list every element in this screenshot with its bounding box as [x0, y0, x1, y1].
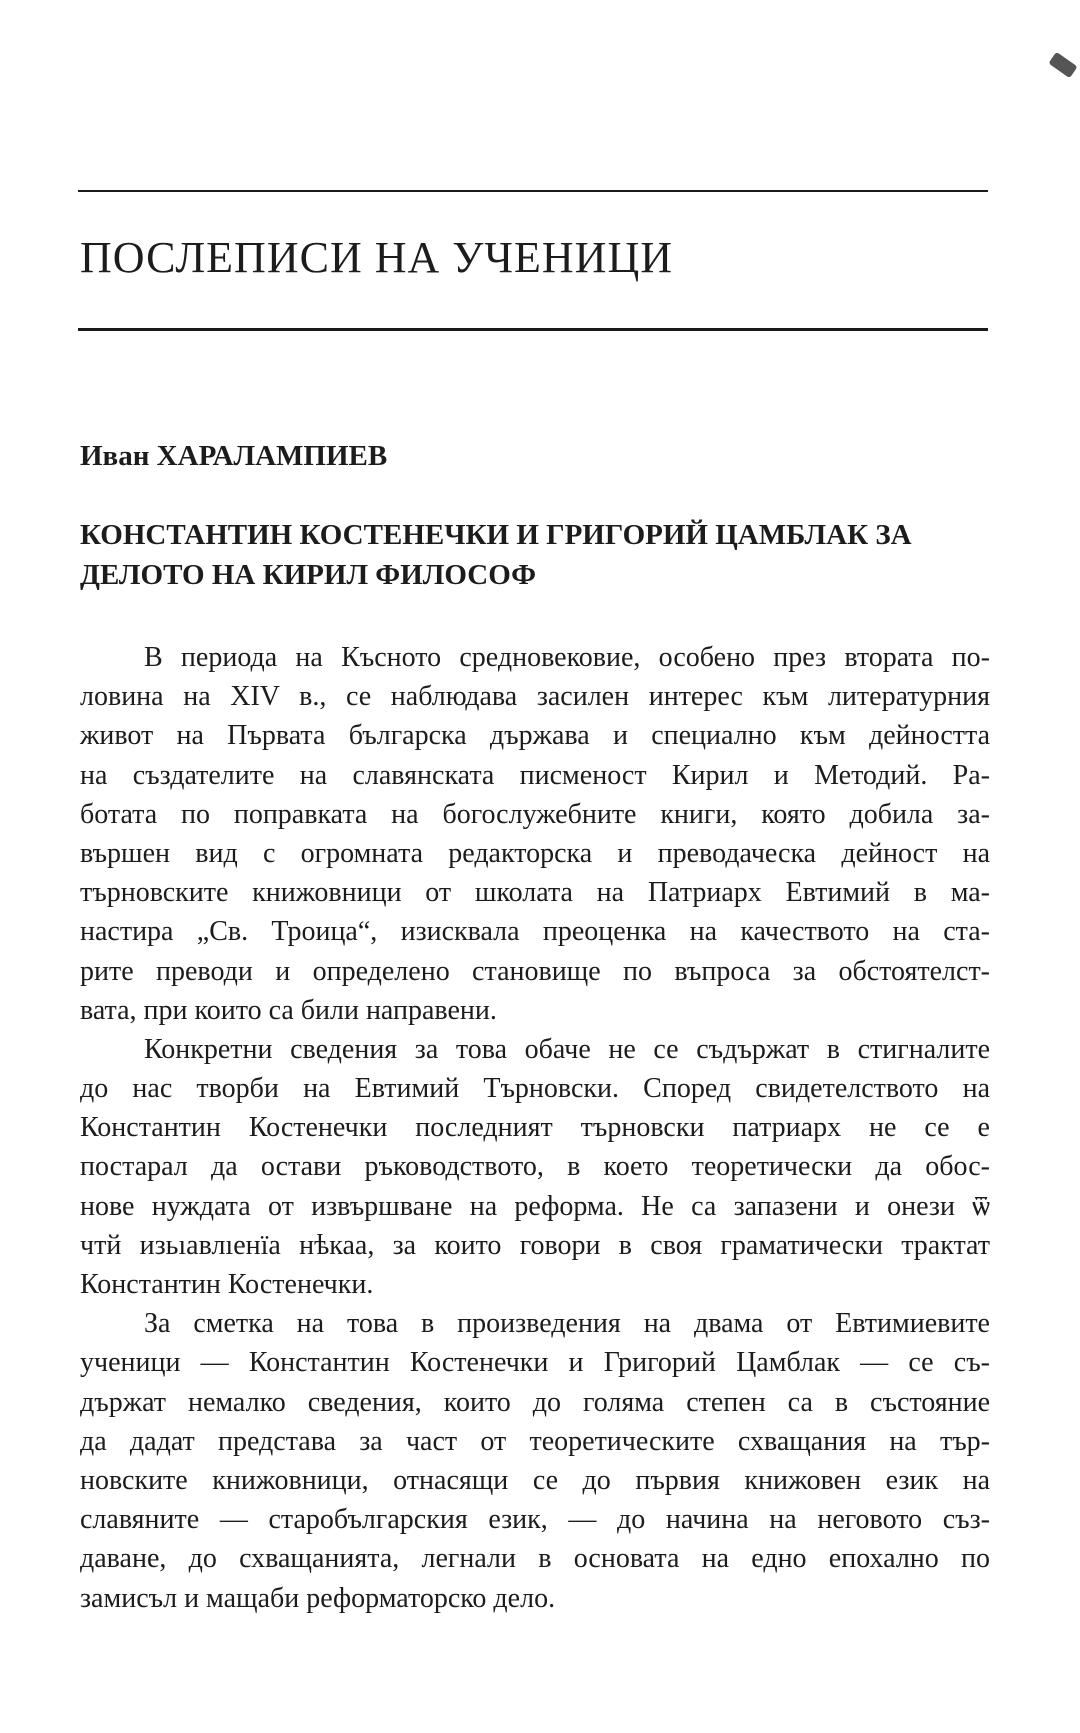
paragraph [80, 638, 990, 1030]
text-line: постарал да остави ръководството, в което теоретически да обос- [80, 1151, 990, 1183]
text-line: вата, при които са били направени. [80, 994, 497, 1026]
text-line: славяните — старобългарския език, — до начина на неговото съз- [80, 1504, 990, 1536]
article-body [80, 638, 990, 1618]
text-line: рите преводи и определено становище по въпроса за обстоятелст- [80, 955, 990, 987]
bottom-rule [78, 328, 988, 331]
article-title [80, 515, 980, 595]
text-line: Константин Костенечки последният търновски патриарх не се е [80, 1112, 990, 1144]
text-line: търновските книжовници от школата на Патриарх Евтимий в ма- [80, 877, 990, 909]
text-line: Конкретни сведения за това обаче не се съдържат в стигналите [144, 1033, 990, 1065]
text-line: настира „Св. Троица“, изисквала преоценка на качеството на ста- [80, 916, 990, 948]
text-line: държат немалко сведения, които до голяма степен са в състояние [80, 1386, 990, 1418]
text-line: на създателите на славянската писменост Кирил и Методий. Ра- [80, 759, 990, 791]
text-line: замисъл и мащаби реформаторско дело. [80, 1582, 556, 1614]
text-line: живот на Първата българска държава и специално към дейността [80, 720, 990, 752]
text-line: нове нуждата от извършване на реформа. Не са запазени и онези ѿ [80, 1190, 990, 1222]
text-line: За сметка на това в произведения на двама от Евтимиевите [144, 1308, 990, 1340]
scan-mark [1048, 52, 1077, 78]
text-line: до нас творби на Евтимий Търновски. Според свидетелството на [80, 1073, 990, 1105]
paragraph [80, 1304, 990, 1618]
text-line: В периода на Късното средновековие, особено през втората по- [144, 642, 990, 673]
article-title-line: КОНСТАНТИН КОСТЕНЕЧКИ И ГРИГОРИЙ ЦАМБЛАК ЗА [80, 519, 912, 551]
section-title: ПОСЛЕПИСИ НА УЧЕНИЦИ [80, 233, 674, 282]
text-line: ученици — Константин Костенечки и Григорий Цамблак — се съ- [80, 1347, 990, 1379]
text-line: да дадат представа за част от теоретическите схващания на тър- [80, 1425, 990, 1457]
author-name: Иван ХАРАЛАМПИЕВ [80, 440, 388, 472]
text-line: Константин Костенечки. [80, 1269, 374, 1300]
text-line: даване, до схващанията, легнали в основата на едно епохално по [80, 1543, 990, 1575]
text-line: вършен вид с огромната редакторска и преводаческа дейност на [80, 837, 990, 869]
text-line: чтй изьıавлıенїа нѣкаа, за които говори в своя граматически трактат [80, 1229, 990, 1261]
text-line: ловина на XIV в., се наблюдава засилен интерес към литературния [80, 681, 990, 713]
article-title-line: ДЕЛОТО НА КИРИЛ ФИЛОСОФ [80, 559, 537, 591]
text-line: ботата по поправката на богослужебните книги, която добила за- [80, 798, 990, 830]
text-line: новските книжовници, отнасящи се до първия книжовен език на [80, 1464, 990, 1496]
top-rule [78, 190, 988, 192]
paragraph [80, 1030, 990, 1304]
